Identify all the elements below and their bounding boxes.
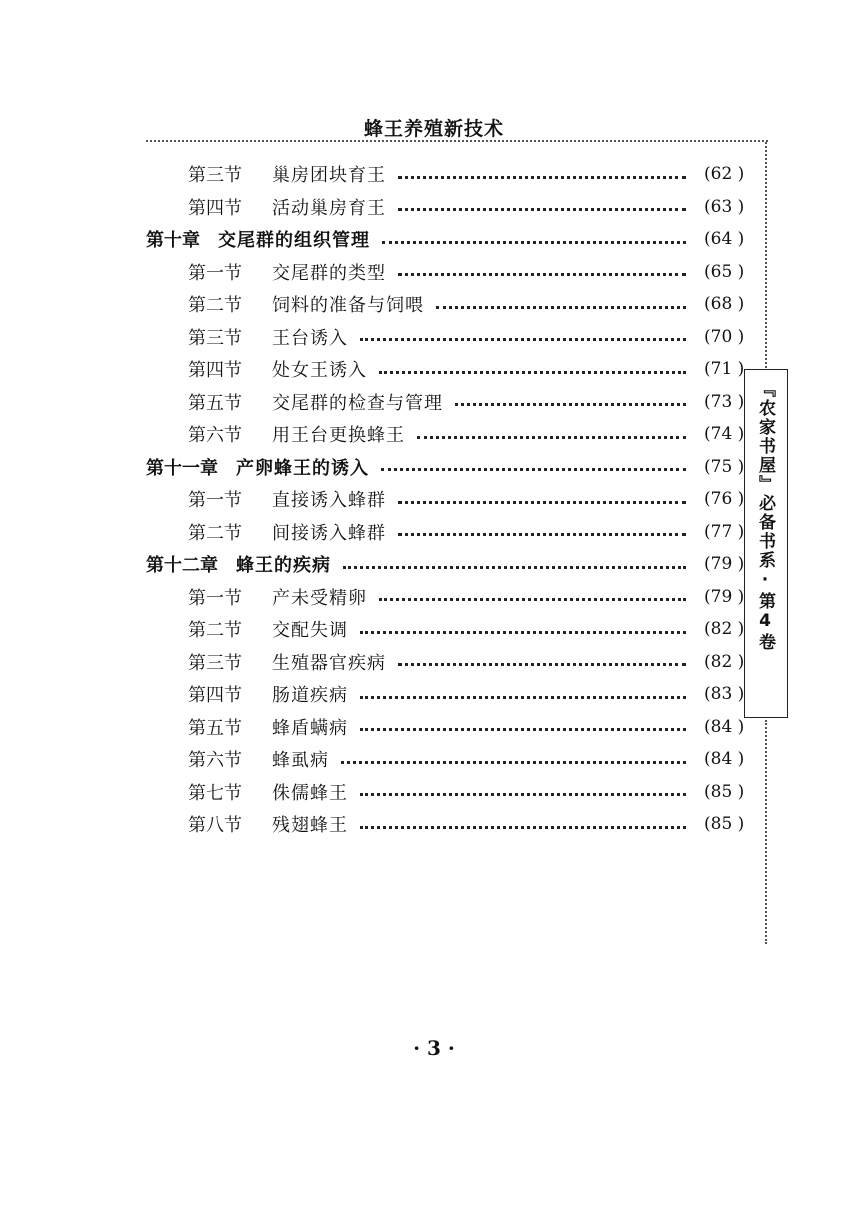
toc-entry-number: 第二节 xyxy=(188,620,242,641)
toc-section-entry xyxy=(188,321,748,353)
toc-section-entry xyxy=(188,483,748,515)
side-dotted-rule-bottom xyxy=(765,720,767,944)
toc-entry-page: (75 ) xyxy=(704,456,745,477)
dot-leader xyxy=(398,208,686,211)
toc-chapter-entry xyxy=(146,548,748,580)
dot-leader xyxy=(343,566,686,569)
toc-entry-title: 蜂盾螨病 xyxy=(272,717,348,739)
dot-leader xyxy=(360,826,686,829)
toc-entry-page: (83 ) xyxy=(704,684,745,704)
toc-entry-title: 交尾群的检查与管理 xyxy=(272,392,443,414)
toc-entry-number: 第十一章 xyxy=(146,457,218,479)
toc-entry-page: (77 ) xyxy=(704,521,745,542)
toc-entry-number: 第二节 xyxy=(188,295,242,316)
toc-entry-number: 第八节 xyxy=(188,815,242,836)
series-label-box xyxy=(744,369,788,718)
toc-entry-title: 交尾群的类型 xyxy=(272,262,386,284)
toc-entry-number: 第六节 xyxy=(188,750,242,771)
toc-entry-number: 第一节 xyxy=(188,262,242,284)
toc-entry-title: 生殖器官疾病 xyxy=(272,652,386,674)
dot-leader xyxy=(379,371,686,374)
toc-entry-page: (79 ) xyxy=(704,586,745,607)
toc-section-entry xyxy=(188,711,748,743)
toc-entry-title: 巢房团块育王 xyxy=(272,165,386,186)
toc-section-entry xyxy=(188,808,748,840)
dot-leader xyxy=(398,176,686,179)
toc-entry-page: (74 ) xyxy=(704,424,745,444)
toc-entry-title: 侏儒蜂王 xyxy=(272,782,348,804)
toc-entry-page: (84 ) xyxy=(704,749,745,769)
toc-entry-number: 第七节 xyxy=(188,782,242,804)
running-header-title: 蜂王养殖新技术 xyxy=(363,118,504,140)
toc-chapter-entry xyxy=(146,451,748,483)
page-number: · 3 · xyxy=(413,1036,455,1060)
dot-leader xyxy=(398,663,686,666)
toc-section-entry xyxy=(188,776,748,808)
toc-entry-number: 第四节 xyxy=(188,360,242,381)
toc-entry-number: 第十二章 xyxy=(146,555,218,576)
toc-section-entry xyxy=(188,581,748,613)
toc-entry-number: 第四节 xyxy=(188,197,242,219)
toc-entry-page: (65 ) xyxy=(704,261,745,282)
dot-leader xyxy=(398,533,686,536)
toc-entry-page: (68 ) xyxy=(704,294,745,314)
toc-entry-page: (63 ) xyxy=(704,196,745,217)
dot-leader xyxy=(360,728,686,731)
toc-section-entry xyxy=(188,288,748,320)
toc-section-entry xyxy=(188,191,748,223)
toc-entry-page: (85 ) xyxy=(704,781,745,802)
dot-leader xyxy=(398,501,686,504)
toc-entry-number: 第三节 xyxy=(188,327,242,349)
series-label: 『农家书屋』必备书系·第4卷 xyxy=(755,380,775,652)
toc-section-entry xyxy=(188,386,748,418)
toc-entry-page: (70 ) xyxy=(704,326,745,347)
dot-leader xyxy=(360,793,686,796)
toc-entry-number: 第五节 xyxy=(188,717,242,739)
toc-entry-title: 蜂王的疾病 xyxy=(236,555,331,576)
toc-entry-number: 第一节 xyxy=(188,490,242,511)
toc-entry-page: (73 ) xyxy=(704,391,745,412)
toc-entry-page: (71 ) xyxy=(704,359,745,379)
toc-entry-page: (85 ) xyxy=(704,814,745,834)
dot-leader xyxy=(341,761,686,764)
toc-entry-page: (79 ) xyxy=(704,554,745,574)
toc-section-entry xyxy=(188,418,748,450)
dot-leader xyxy=(436,306,686,309)
toc-entry-page: (84 ) xyxy=(704,716,745,737)
toc-section-entry xyxy=(188,256,748,288)
toc-entry-page: (62 ) xyxy=(704,164,745,184)
dot-leader xyxy=(382,241,686,244)
toc-section-entry xyxy=(188,646,748,678)
dot-leader xyxy=(360,338,686,341)
toc-entry-number: 第三节 xyxy=(188,165,242,186)
dot-leader xyxy=(455,403,686,406)
toc-section-entry xyxy=(188,158,748,190)
toc-entry-number: 第五节 xyxy=(188,392,242,414)
dot-leader xyxy=(360,631,686,634)
toc-entry-title: 交配失调 xyxy=(272,620,348,641)
dot-leader xyxy=(379,598,686,601)
toc-entry-title: 蜂虱病 xyxy=(272,750,329,771)
toc-section-entry xyxy=(188,678,748,710)
toc-section-entry xyxy=(188,516,748,548)
toc-entry-number: 第六节 xyxy=(188,425,242,446)
toc-entry-title: 饲料的准备与饲喂 xyxy=(272,295,424,316)
toc-section-entry xyxy=(188,353,748,385)
toc-section-entry xyxy=(188,613,748,645)
toc-entry-number: 第四节 xyxy=(188,685,242,706)
toc-section-entry xyxy=(188,743,748,775)
toc-entry-title: 产卵蜂王的诱入 xyxy=(236,457,369,479)
toc-entry-title: 残翅蜂王 xyxy=(272,815,348,836)
dot-leader xyxy=(398,273,686,276)
dot-leader xyxy=(417,436,686,439)
dot-leader xyxy=(381,468,686,471)
toc-entry-title: 产未受精卵 xyxy=(272,587,367,609)
toc-entry-title: 交尾群的组织管理 xyxy=(218,230,370,251)
toc-entry-title: 直接诱入蜂群 xyxy=(272,490,386,511)
dot-leader xyxy=(360,696,686,699)
toc-entry-page: (82 ) xyxy=(704,619,745,639)
toc-entry-page: (76 ) xyxy=(704,489,745,509)
toc-entry-title: 用王台更换蜂王 xyxy=(272,425,405,446)
toc-entry-title: 王台诱入 xyxy=(272,327,348,349)
toc-entry-page: (64 ) xyxy=(704,229,745,249)
toc-entry-title: 间接诱入蜂群 xyxy=(272,522,386,544)
side-dotted-rule-top xyxy=(765,142,767,368)
toc-entry-number: 第一节 xyxy=(188,587,242,609)
toc-entry-number: 第三节 xyxy=(188,652,242,674)
toc-entry-title: 处女王诱入 xyxy=(272,360,367,381)
toc-chapter-entry xyxy=(146,223,748,255)
header-dotted-rule xyxy=(146,140,768,142)
toc-entry-number: 第十章 xyxy=(146,230,200,251)
toc-entry-number: 第二节 xyxy=(188,522,242,544)
toc-entry-page: (82 ) xyxy=(704,651,745,672)
toc-entry-title: 肠道疾病 xyxy=(272,685,348,706)
toc-entry-title: 活动巢房育王 xyxy=(272,197,386,219)
